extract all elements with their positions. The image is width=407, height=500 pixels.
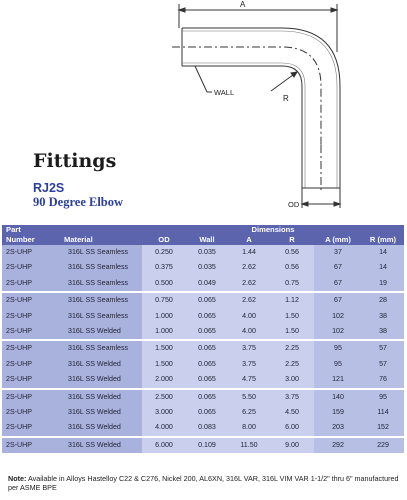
material-cell: 316L SS Seamless [60, 245, 142, 260]
a-mm-cell: 102 [314, 324, 362, 340]
elbow-diagram [0, 0, 407, 145]
header-a: A [228, 235, 270, 245]
od-cell: 0.500 [142, 276, 186, 292]
material-cell: 316L SS Welded [60, 420, 142, 436]
a-mm-cell: 67 [314, 260, 362, 275]
header-od: OD [142, 235, 186, 245]
od-cell: 1.000 [142, 309, 186, 324]
od-cell: 0.250 [142, 245, 186, 260]
r-cell: 1.50 [270, 309, 314, 324]
part-number-cell: 2S-UHP [2, 292, 60, 308]
part-number-heading: RJ2S [33, 181, 65, 195]
a-mm-cell: 140 [314, 389, 362, 405]
a-mm-cell: 95 [314, 357, 362, 372]
a-mm-cell: 203 [314, 420, 362, 436]
od-cell: 1.500 [142, 340, 186, 356]
r-mm-cell: 114 [362, 405, 404, 420]
a-cell: 4.75 [228, 372, 270, 388]
material-cell: 316L SS Seamless [60, 292, 142, 308]
a-cell: 2.62 [228, 292, 270, 308]
table-row [2, 405, 404, 420]
part-number-cell: 2S-UHP [2, 420, 60, 436]
a-cell: 3.75 [228, 340, 270, 356]
od-cell: 2.500 [142, 389, 186, 405]
table-row [2, 437, 404, 453]
r-cell: 6.00 [270, 420, 314, 436]
r-mm-cell: 28 [362, 292, 404, 308]
a-mm-cell: 67 [314, 276, 362, 292]
header-r-mm: R (mm) [362, 235, 404, 245]
r-cell: 0.75 [270, 276, 314, 292]
a-cell: 11.50 [228, 437, 270, 453]
note-text: Available in Alloys Hastelloy C22 & C276, Nickel 200, AL6XN, 316L VAR, 316L VIM VAR 1-1/2" thru 6" manufactured per ASME BPE [8, 474, 399, 492]
a-cell: 4.00 [228, 324, 270, 340]
material-cell: 316L SS Seamless [60, 340, 142, 356]
od-cell: 1.500 [142, 357, 186, 372]
part-number-cell: 2S-UHP [2, 357, 60, 372]
wall-cell: 0.065 [186, 357, 228, 372]
material-cell: 316L SS Welded [60, 405, 142, 420]
header-a-mm: A (mm) [314, 235, 362, 245]
r-mm-cell: 76 [362, 372, 404, 388]
r-mm-cell: 14 [362, 245, 404, 260]
part-number-cell: 2S-UHP [2, 405, 60, 420]
wall-cell: 0.035 [186, 260, 228, 275]
a-cell: 2.62 [228, 276, 270, 292]
r-cell: 1.12 [270, 292, 314, 308]
dim-a-label: A [240, 0, 246, 9]
table-row [2, 245, 404, 260]
header-material: Material [60, 235, 142, 245]
wall-cell: 0.065 [186, 292, 228, 308]
wall-cell: 0.049 [186, 276, 228, 292]
a-cell: 5.50 [228, 389, 270, 405]
a-cell: 8.00 [228, 420, 270, 436]
page-title: Fittings [33, 150, 117, 172]
r-cell: 0.56 [270, 245, 314, 260]
radius-label: R [283, 94, 289, 103]
a-mm-cell: 159 [314, 405, 362, 420]
header-part: Part [2, 225, 60, 235]
material-cell: 316L SS Seamless [60, 309, 142, 324]
r-mm-cell: 38 [362, 309, 404, 324]
r-cell: 2.25 [270, 357, 314, 372]
od-cell: 3.000 [142, 405, 186, 420]
r-mm-cell: 19 [362, 276, 404, 292]
od-cell: 1.000 [142, 324, 186, 340]
a-cell: 2.62 [228, 260, 270, 275]
od-cell: 4.000 [142, 420, 186, 436]
a-mm-cell: 102 [314, 309, 362, 324]
a-mm-cell: 95 [314, 340, 362, 356]
r-mm-cell: 14 [362, 260, 404, 275]
wall-cell: 0.109 [186, 437, 228, 453]
table-row [2, 420, 404, 436]
wall-cell: 0.065 [186, 340, 228, 356]
a-cell: 4.00 [228, 309, 270, 324]
header-r: R [270, 235, 314, 245]
r-mm-cell: 152 [362, 420, 404, 436]
r-mm-cell: 38 [362, 324, 404, 340]
wall-cell: 0.065 [186, 372, 228, 388]
wall-cell: 0.065 [186, 389, 228, 405]
table-row [2, 260, 404, 275]
material-cell: 316L SS Seamless [60, 260, 142, 275]
r-mm-cell: 95 [362, 389, 404, 405]
dimensions-table [2, 225, 404, 453]
note-label: Note: [8, 474, 27, 483]
table-row [2, 324, 404, 340]
r-cell: 1.50 [270, 324, 314, 340]
table-row [2, 340, 404, 356]
wall-cell: 0.083 [186, 420, 228, 436]
part-number-cell: 2S-UHP [2, 324, 60, 340]
part-number-cell: 2S-UHP [2, 372, 60, 388]
r-cell: 4.50 [270, 405, 314, 420]
od-cell: 6.000 [142, 437, 186, 453]
r-cell: 3.00 [270, 372, 314, 388]
footnote [8, 474, 404, 492]
r-cell: 3.75 [270, 389, 314, 405]
table-row [2, 309, 404, 324]
product-subtitle: 90 Degree Elbow [33, 195, 124, 209]
r-cell: 2.25 [270, 340, 314, 356]
material-cell: 316L SS Seamless [60, 276, 142, 292]
header-dimensions: Dimensions [142, 225, 404, 235]
elbow-outer-wall [182, 28, 340, 145]
table-row [2, 372, 404, 388]
a-mm-cell: 121 [314, 372, 362, 388]
material-cell: 316L SS Welded [60, 372, 142, 388]
a-cell: 3.75 [228, 357, 270, 372]
part-number-cell: 2S-UHP [2, 389, 60, 405]
material-cell: 316L SS Welded [60, 437, 142, 453]
wall-cell: 0.065 [186, 405, 228, 420]
part-number-cell: 2S-UHP [2, 309, 60, 324]
r-cell: 9.00 [270, 437, 314, 453]
material-cell: 316L SS Welded [60, 389, 142, 405]
od-cell: 0.375 [142, 260, 186, 275]
od-cell: 0.750 [142, 292, 186, 308]
a-mm-cell: 67 [314, 292, 362, 308]
table-row [2, 357, 404, 372]
a-cell: 1.44 [228, 245, 270, 260]
a-mm-cell: 292 [314, 437, 362, 453]
table-row [2, 276, 404, 292]
material-cell: 316L SS Welded [60, 324, 142, 340]
header-number: Number [2, 235, 60, 245]
part-number-cell: 2S-UHP [2, 260, 60, 275]
material-cell: 316L SS Welded [60, 357, 142, 372]
od-cell: 2.000 [142, 372, 186, 388]
part-number-cell: 2S-UHP [2, 245, 60, 260]
wall-cell: 0.065 [186, 309, 228, 324]
header-wall: Wall [186, 235, 228, 245]
wall-cell: 0.035 [186, 245, 228, 260]
a-cell: 6.25 [228, 405, 270, 420]
table-row [2, 389, 404, 405]
part-number-cell: 2S-UHP [2, 437, 60, 453]
a-mm-cell: 37 [314, 245, 362, 260]
wall-cell: 0.065 [186, 324, 228, 340]
od-label: OD [288, 200, 300, 209]
r-mm-cell: 229 [362, 437, 404, 453]
r-mm-cell: 57 [362, 340, 404, 356]
r-cell: 0.56 [270, 260, 314, 275]
elbow-centerline [172, 47, 321, 145]
r-mm-cell: 57 [362, 357, 404, 372]
table-row [2, 292, 404, 308]
wall-label: WALL [214, 88, 235, 97]
part-number-cell: 2S-UHP [2, 276, 60, 292]
part-number-cell: 2S-UHP [2, 340, 60, 356]
